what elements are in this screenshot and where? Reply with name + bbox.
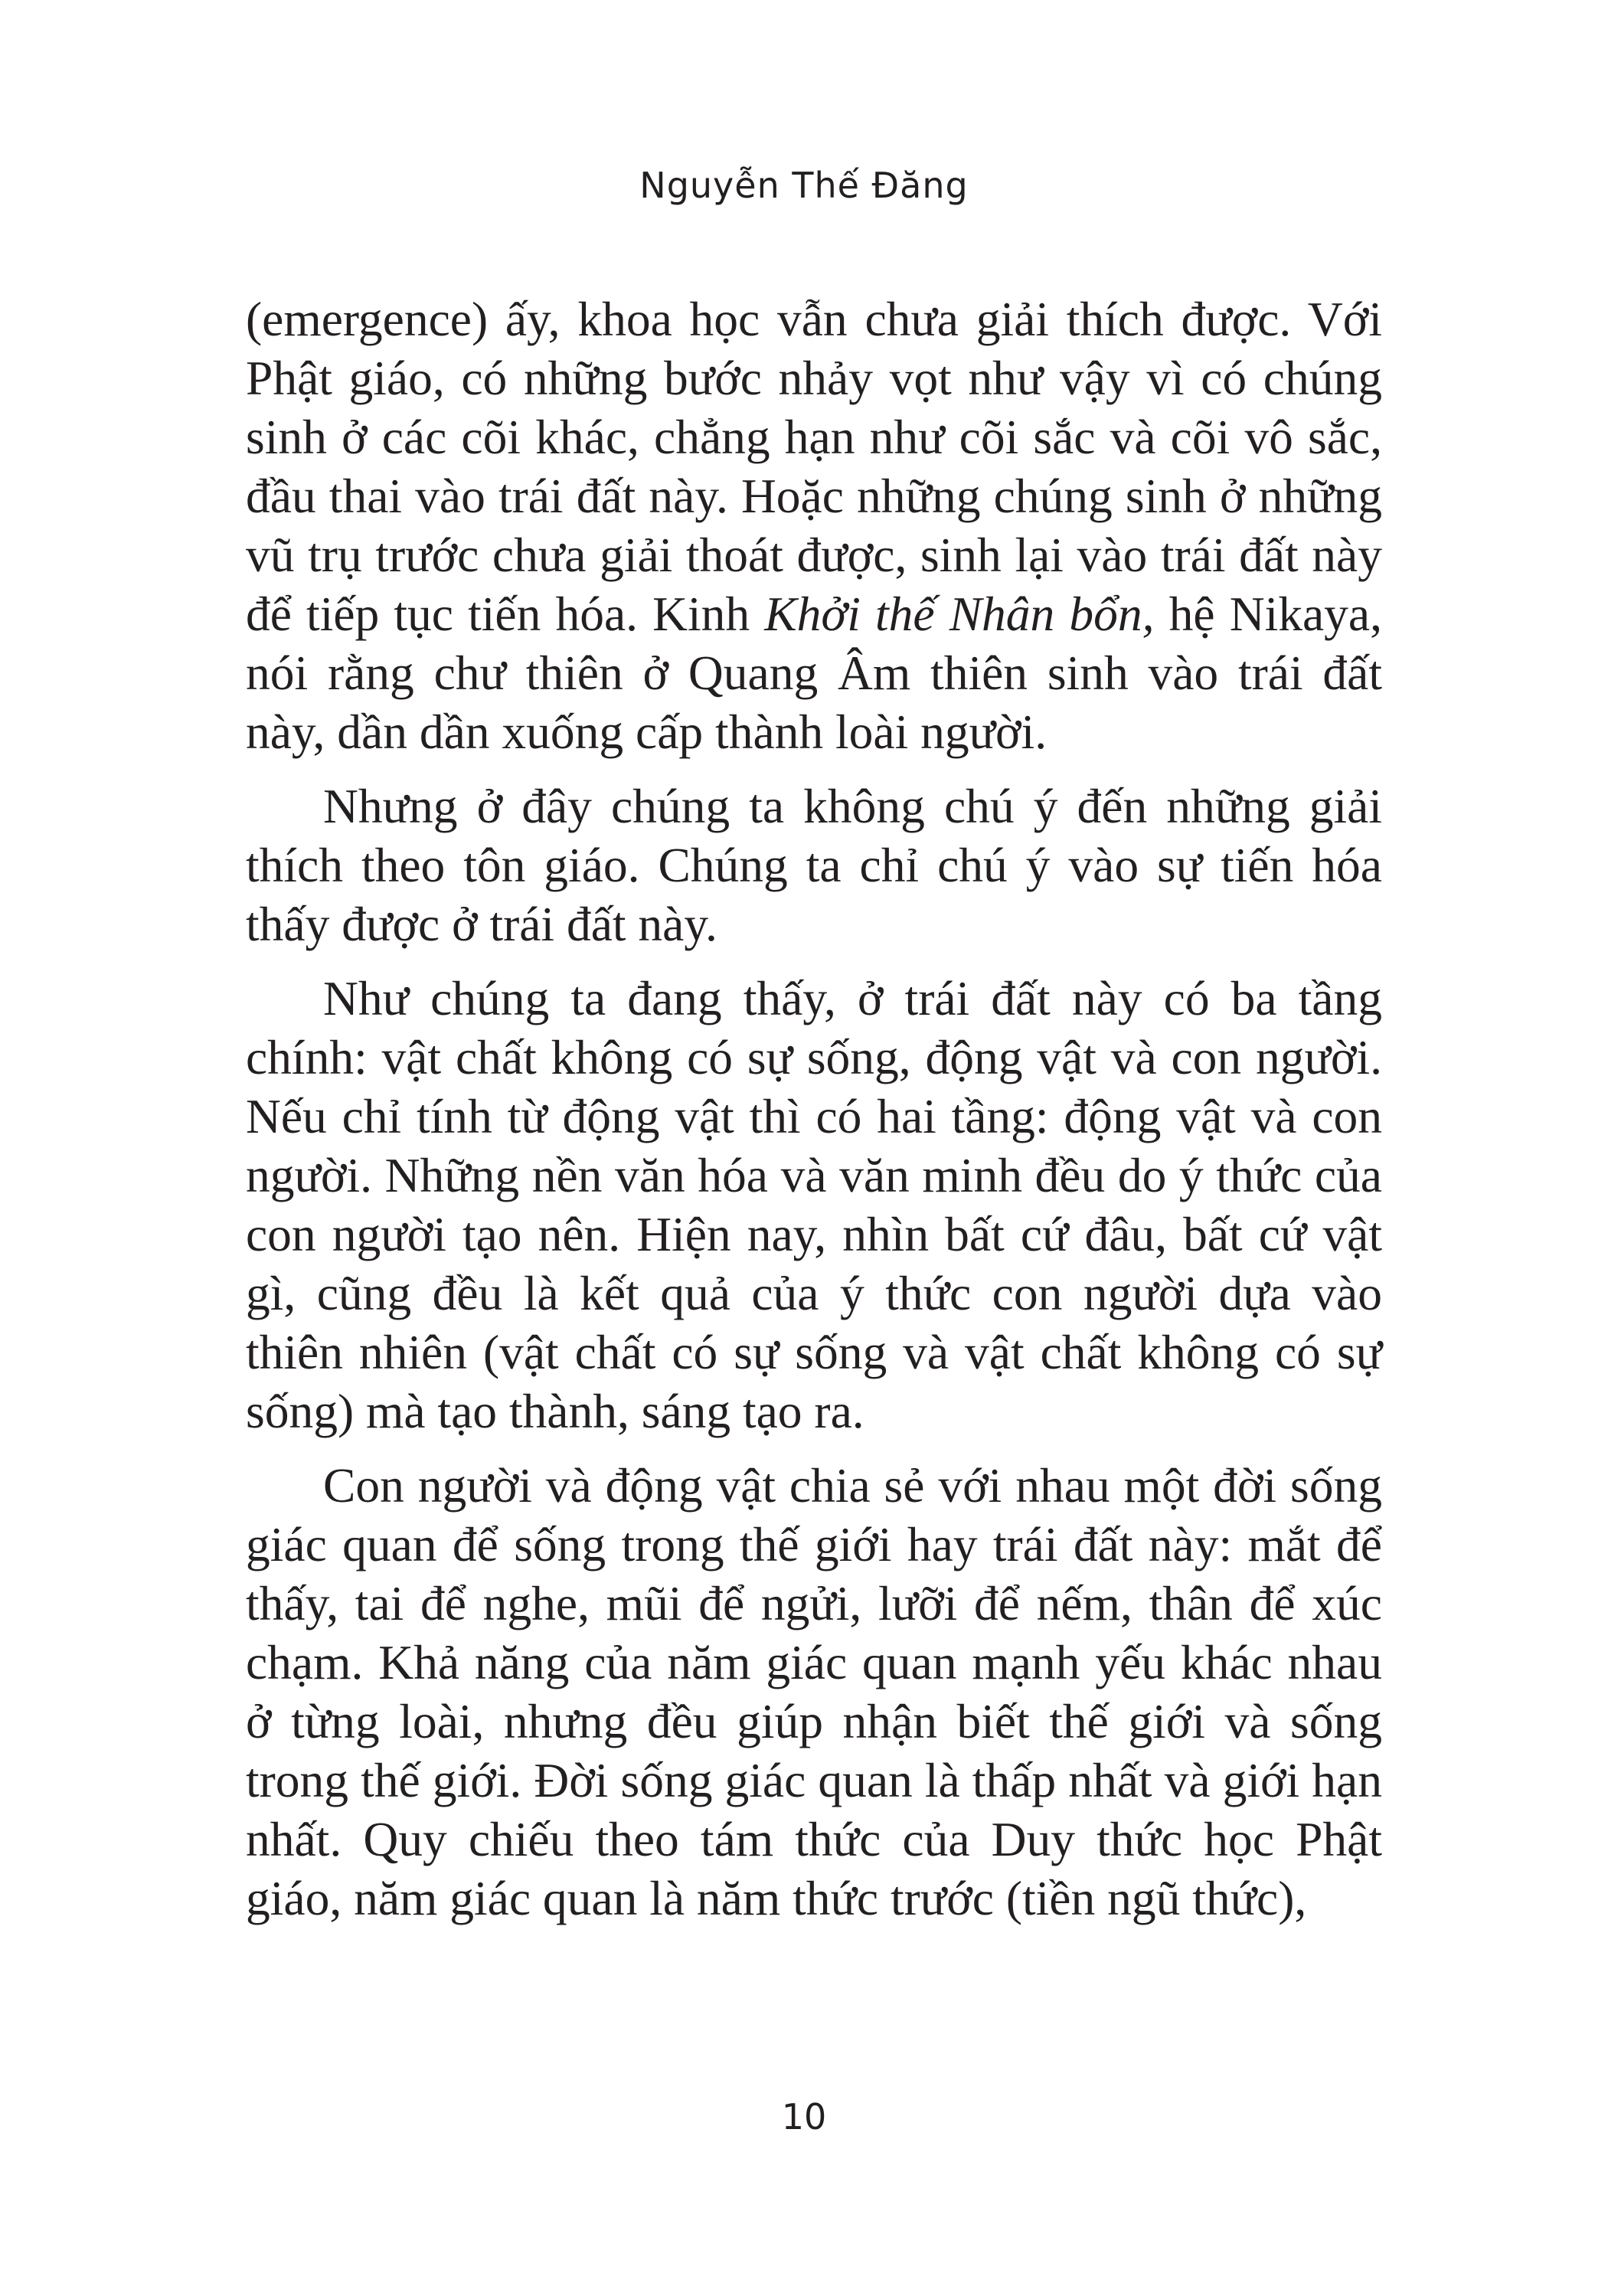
running-header-author: Nguyễn Thế Đăng xyxy=(639,165,969,206)
paragraph: Nhưng ở đây chúng ta không chú ý đến những giải thích theo tôn giáo. Chúng ta chỉ chú ý vào sự tiến hóa thấy được ở trái đất này. xyxy=(246,779,1382,951)
paragraph-text: (emergence) ấy, khoa học vẫn chưa giải thích được. Với Phật giáo, có những bước nhảy vọt như vậy vì có chúng sinh ở các cõi khác, chẳng hạn như cõi sắc và cõi vô sắc, đầu thai vào trái đất này. Hoặc những chúng sinh ở những vũ trụ trước chưa giải thoát được, sinh lại vào trái đất này để tiếp tục tiến hóa. Kinh xyxy=(246,292,1382,641)
page-number: 10 xyxy=(781,2096,827,2137)
paragraph: Như chúng ta đang thấy, ở trái đất này có ba tầng chính: vật chất không có sự sống, động vật và con người. Nếu chỉ tính từ động vật thì có hai tầng: động vật và con người. Những nền văn hóa và văn minh đều do ý thức của con người tạo nên. Hiện nay, nhìn bất cứ đâu, bất cứ vật gì, cũng đều là kết quả của ý thức con người dựa vào thiên nhiên (vật chất có sự sống và vật chất không có sự sống) mà tạo thành, sáng tạo ra. xyxy=(246,971,1382,1438)
paragraph-continued xyxy=(246,289,1382,761)
body-text xyxy=(246,289,1382,1928)
paragraph-text: hệ Nikaya, nói rằng chư thiên ở Quang Âm thiên sinh vào trái đất này, dần dần xuống cấp thành loài người. xyxy=(246,587,1382,759)
book-title-italic: Khởi thế Nhân bổn, xyxy=(764,587,1155,641)
paragraph: Con người và động vật chia sẻ với nhau một đời sống giác quan để sống trong thế giới hay trái đất này: mắt để thấy, tai để nghe, mũi để ngửi, lưỡi để nếm, thân để xúc chạm. Khả năng của năm giác quan mạnh yếu khác nhau ở từng loài, nhưng đều giúp nhận biết thế giới và sống trong thế giới. Đời sống giác quan là thấp nhất và giới hạn nhất. Quy chiếu theo tám thức của Duy thức học Phật giáo, năm giác quan là năm thức trước (tiền ngũ thức), xyxy=(246,1458,1382,1925)
